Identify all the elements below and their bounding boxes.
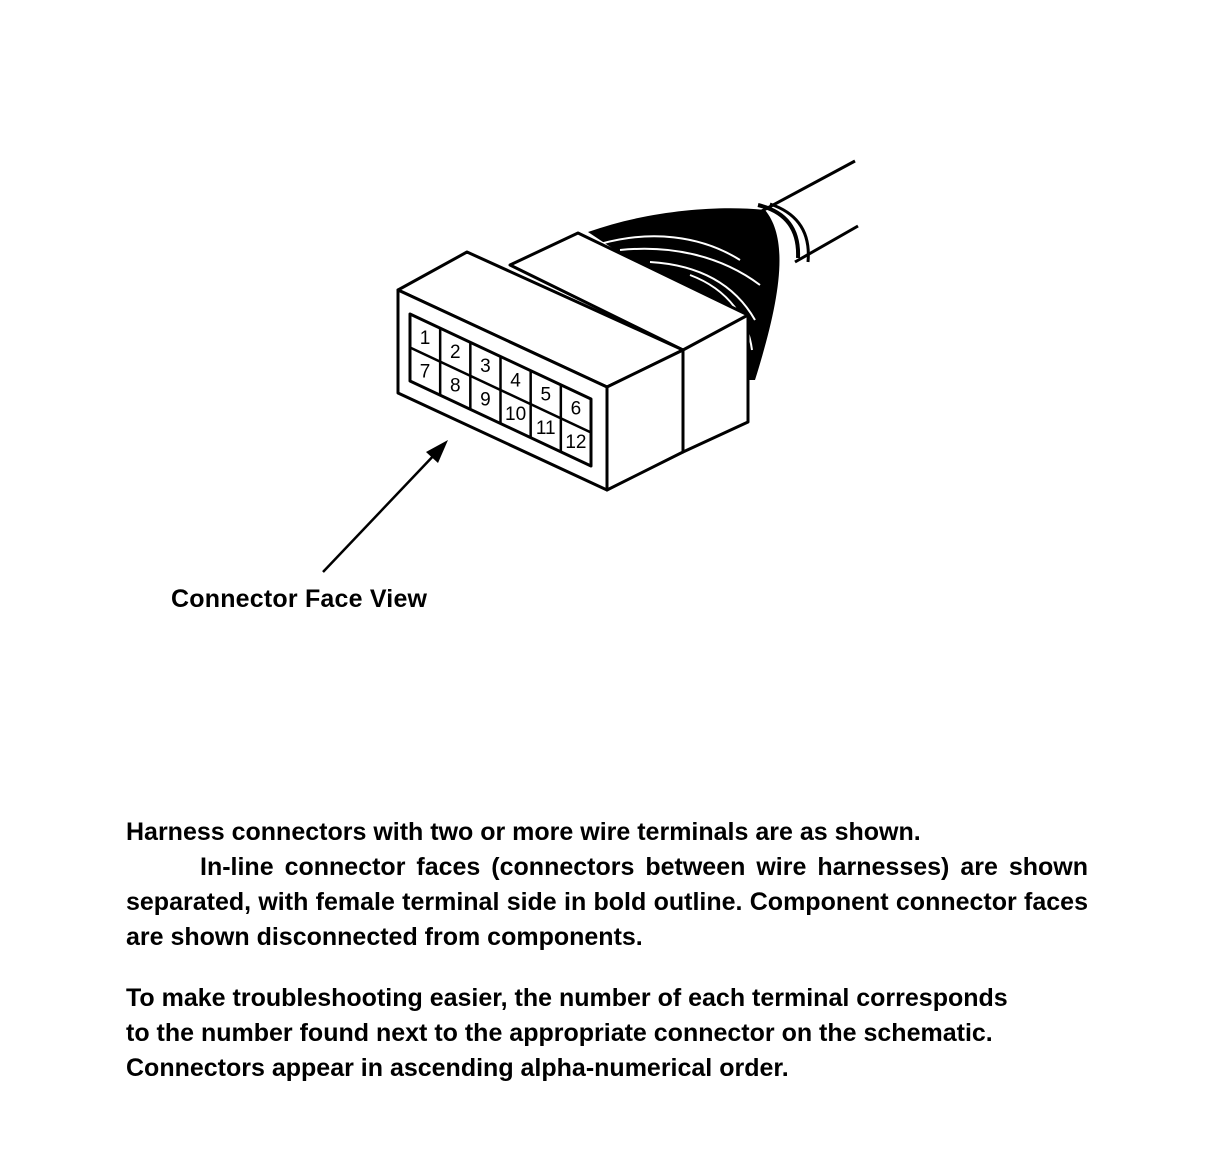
figure-caption: Connector Face View xyxy=(171,585,428,613)
paragraph-inline-connector-faces: In-line connector faces (connectors between wire harnesses) are shown separated, with female terminal side in bold outline. Component connector faces are shown disconnected from components. xyxy=(126,853,1088,951)
terminal-pin-11: 11 xyxy=(535,418,556,439)
terminal-pin-3: 3 xyxy=(480,356,491,378)
troubleshooting-line: Connectors appear in ascending alpha-numerical order. xyxy=(126,1054,789,1082)
paragraph-harness-connectors: Harness connectors with two or more wire terminals are as shown. xyxy=(126,818,921,846)
terminal-pin-9: 9 xyxy=(480,389,491,411)
terminal-pin-2: 2 xyxy=(449,342,461,363)
arrow-icon xyxy=(323,440,448,572)
terminal-pin-12: 12 xyxy=(565,432,587,454)
terminal-pin-10: 10 xyxy=(505,403,527,425)
terminal-pin-8: 8 xyxy=(449,375,461,397)
paragraph-troubleshooting xyxy=(126,981,1088,1086)
terminal-pin-1: 1 xyxy=(419,327,431,349)
troubleshooting-line: To make troubleshooting easier, the number of each terminal corresponds xyxy=(126,984,1008,1012)
terminal-pin-7: 7 xyxy=(419,361,431,383)
terminal-pin-6: 6 xyxy=(570,398,582,420)
terminal-pin-4: 4 xyxy=(510,370,521,392)
troubleshooting-line: to the number found next to the appropriate connector on the schematic. xyxy=(126,1019,993,1047)
terminal-pin-5: 5 xyxy=(540,384,552,406)
